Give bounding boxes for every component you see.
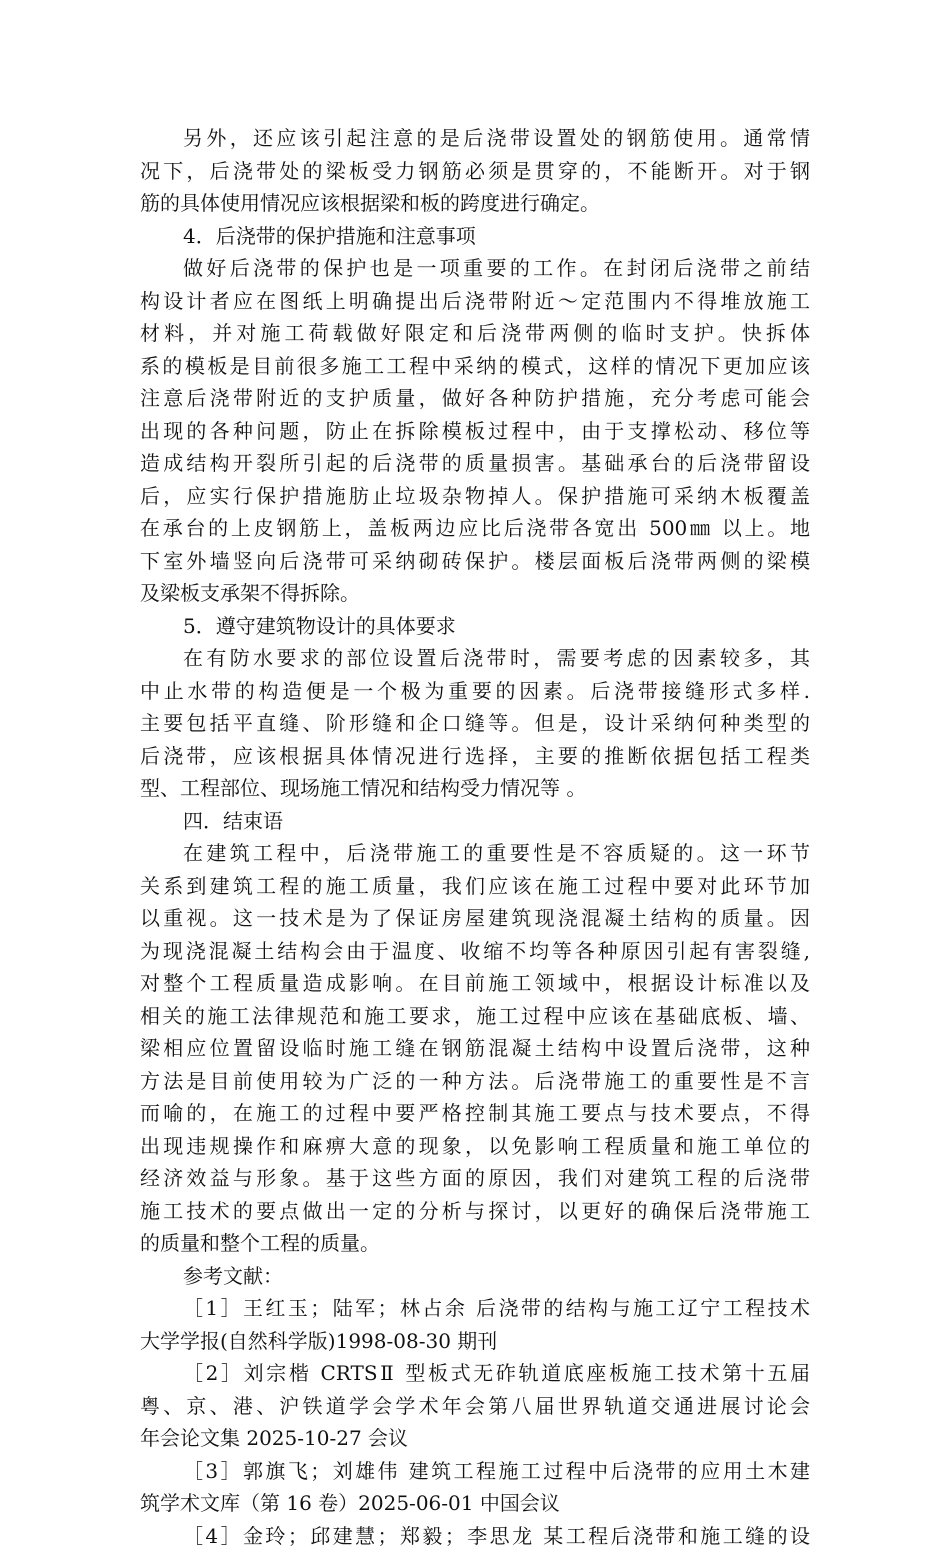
text-line: 对整个工程质量造成影响。在目前施工领域中，根据设计标准以及 [140,967,810,1000]
text-line: 材料，并对施工荷载做好限定和后浇带两侧的临时支护。快拆体 [140,317,810,350]
text-line: 关系到建筑工程的施工质量，我们应该在施工过程中要对此环节加 [140,870,810,903]
text-line: 梁相应位置留设临时施工缝在钢筋混凝土结构中设置后浇带，这种 [140,1032,810,1065]
text-line: 4．后浇带的保护措施和注意事项 [140,220,810,253]
text-line: ［2］刘宗楷 CRTSⅡ 型板式无砟轨道底座板施工技术第十五届 [140,1357,810,1390]
text-line: 另外，还应该引起注意的是后浇带设置处的钢筋使用。通常情 [140,122,810,155]
text-line: 而喻的，在施工的过程中要严格控制其施工要点与技术要点，不得 [140,1097,810,1130]
text-line: 构设计者应在图纸上明确提出后浇带附近～定范围内不得堆放施工 [140,285,810,318]
text-line: 四．结束语 [140,805,810,838]
text-line: 及梁板支承架不得拆除。 [140,577,810,610]
text-line: 做好后浇带的保护也是一项重要的工作。在封闭后浇带之前结 [140,252,810,285]
text-line: 系的模板是目前很多施工工程中采纳的模式，这样的情况下更加应该 [140,350,810,383]
text-line: 在建筑工程中，后浇带施工的重要性是不容质疑的。这一环节 [140,837,810,870]
text-line: 在有防水要求的部位设置后浇带时，需要考虑的因素较多，其 [140,642,810,675]
text-line: ［4］金玲；邱建慧；郑毅；李思龙 某工程后浇带和施工缝的设 [140,1520,810,1552]
text-line: 相关的施工法律规范和施工要求，施工过程中应该在基础底板、墙、 [140,1000,810,1033]
text-line: 出现的各种问题，防止在拆除模板过程中，由于支撑松动、移位等 [140,415,810,448]
text-line: 后浇带，应该根据具体情况进行选择，主要的推断依据包括工程类 [140,740,810,773]
text-line: ［3］郭旗飞；刘雄伟 建筑工程施工过程中后浇带的应用土木建 [140,1455,810,1488]
document-body [140,122,810,1552]
text-line: 筋的具体使用情况应该根据梁和板的跨度进行确定。 [140,187,810,220]
text-line: 参考文献： [140,1260,810,1293]
text-line: 出现违规操作和麻痹大意的现象，以免影响工程质量和施工单位的 [140,1130,810,1163]
text-line: 在承台的上皮钢筋上，盖板两边应比后浇带各宽出 500㎜ 以上。地 [140,512,810,545]
text-line: 粤、京、港、沪铁道学会学术年会第八届世界轨道交通进展讨论会 [140,1390,810,1423]
text-line: 5．遵守建筑物设计的具体要求 [140,610,810,643]
text-line: 造成结构开裂所引起的后浇带的质量损害。基础承台的后浇带留设 [140,447,810,480]
text-line: 主要包括平直缝、阶形缝和企口缝等。但是，设计采纳何种类型的 [140,707,810,740]
text-line: 施工技术的要点做出一定的分析与探讨，以更好的确保后浇带施工 [140,1195,810,1228]
text-line: 型、工程部位、现场施工情况和结构受力情况等 。 [140,772,810,805]
text-line: 方法是目前使用较为广泛的一种方法。后浇带施工的重要性是不言 [140,1065,810,1098]
text-line: 的质量和整个工程的质量。 [140,1227,810,1260]
text-line: 筑学术文库（第 16 卷）2025-06-01 中国会议 [140,1487,810,1520]
text-line: 后，应实行保护措施肪止垃圾杂物掉人。保护措施可采纳木板覆盖 [140,480,810,513]
text-line: 年会论文集 2025-10-27 会议 [140,1422,810,1455]
text-line: ［1］王红玉；陆军；林占余 后浇带的结构与施工辽宁工程技术 [140,1292,810,1325]
text-line: 下室外墙竖向后浇带可采纳砌砖保护。楼层面板后浇带两侧的梁模 [140,545,810,578]
text-line: 以重视。这一技术是为了保证房屋建筑现浇混凝土结构的质量。因 [140,902,810,935]
text-line: 中止水带的构造便是一个极为重要的因素。后浇带接缝形式多样. [140,675,810,708]
text-line: 为现浇混凝土结构会由于温度、收缩不均等各种原因引起有害裂缝, [140,935,810,968]
text-line: 况下，后浇带处的梁板受力钢筋必须是贯穿的，不能断开。对于钢 [140,155,810,188]
text-line: 经济效益与形象。基于这些方面的原因，我们对建筑工程的后浇带 [140,1162,810,1195]
text-line: 注意后浇带附近的支护质量，做好各种防护措施，充分考虑可能会 [140,382,810,415]
text-line: 大学学报(自然科学版)1998-08-30 期刊 [140,1325,810,1358]
